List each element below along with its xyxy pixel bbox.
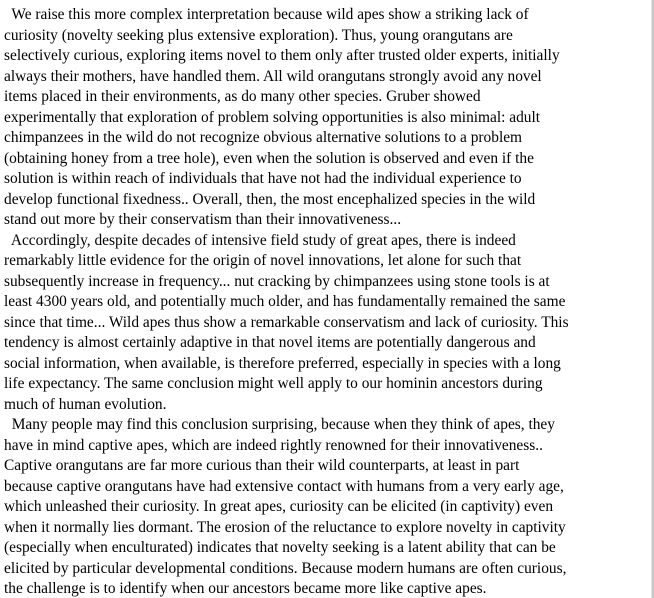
text-line: because captive orangutans have had extensive contact with humans from a very early age, [4,477,564,495]
paragraph-1 [4,5,651,231]
text-line: life expectancy. The same conclusion might well apply to our hominin ancestors during [4,375,543,392]
paragraph-2 [4,231,651,416]
text-line: develop functional fixedness.. Overall, then, the most encephalized species in the wild [4,190,536,208]
text-line: stand out more by their conservatism than their innovativeness... [4,211,402,228]
text-line: We raise this more complex interpretation because wild apes show a striking lack of [4,6,529,23]
text-line: when it normally lies dormant. The erosion of the reluctance to explore novelty in captivity [4,518,566,536]
text-line: solution is within reach of individuals that have not had the individual experience to [4,170,522,187]
text-line: which unleashed their curiosity. In great apes, curiosity can be elicited (in captivity) even [4,498,554,515]
text-line: elicited by particular developmental conditions. Because modern humans are often curious, [4,559,567,577]
text-line: items placed in their environments, as do many other species. Gruber showed [4,88,481,105]
text-line: since that time... Wild apes thus show a remarkable conservatism and lack of curiosity. This [4,313,569,331]
text-line: (obtaining honey from a tree hole), even when the solution is observed and even if the [4,149,534,167]
text-line: experimentally that exploration of problem solving opportunities is also minimal: adult [4,108,541,126]
text-line: Many people may find this conclusion surprising, because when they think of apes, they [4,416,555,433]
text-line: Captive orangutans are far more curious than their wild counterparts, at least in part [4,457,520,474]
text-line: chimpanzees in the wild do not recognize obvious alternative solutions to a problem [4,129,523,146]
text-line: social information, when available, is therefore preferred, especially in species with a long [4,354,561,372]
text-line: much of human evolution. [4,395,167,413]
paragraph-3 [4,415,651,598]
text-line: tendency is almost certainly adaptive in that novel items are potentially dangerous and [4,334,536,351]
text-line: least 4300 years old, and potentially much older, and has fundamentally remained the same [4,293,566,310]
text-line: (especially when enculturated) indicates that novelty seeking is a latent ability that can be [4,539,556,556]
text-line: have in mind captive apes, which are indeed rightly renowned for their innovativeness.. [4,436,543,454]
text-line: the challenge is to identify when our ancestors became more like captive apes. [4,580,487,597]
text-line: selectively curious, exploring items novel to them only after trusted older experts, initially [4,47,560,64]
text-line: subsequently increase in frequency... nut cracking by chimpanzees using stone tools is at [4,272,550,290]
text-line: Accordingly, despite decades of intensive field study of great apes, there is indeed [4,231,516,249]
text-line: always their mothers, have handled them. All wild orangutans strongly avoid any novel [4,67,542,85]
text-line: remarkably little evidence for the origin of novel innovations, let alone for such that [4,252,522,269]
text-line: curiosity (novelty seeking plus extensive exploration). Thus, young orangutans are [4,26,513,44]
